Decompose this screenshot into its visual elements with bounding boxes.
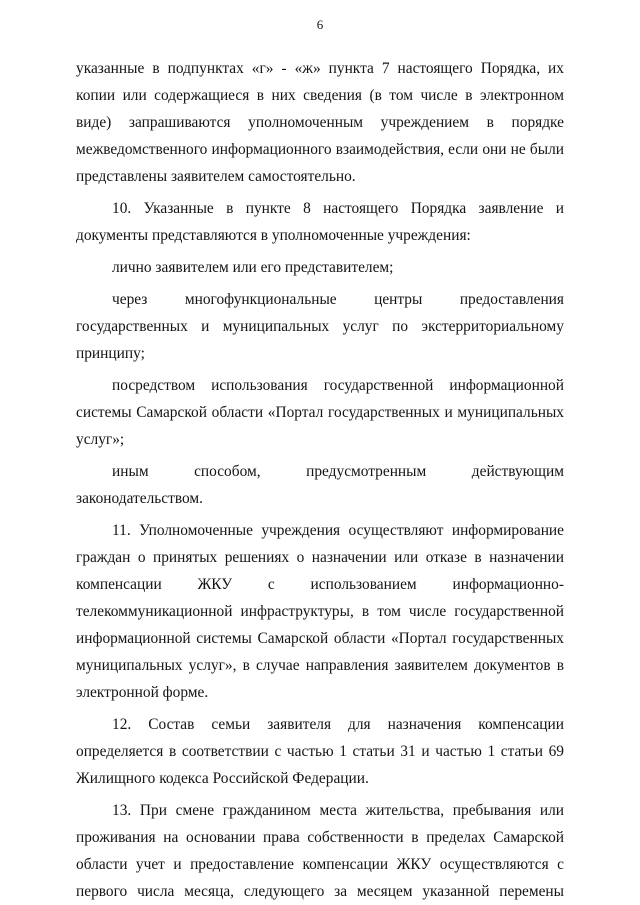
text-line: 10. Указанные в пункте 8 настоящего Порядка заявление и [112, 200, 564, 217]
text-line: граждан о принятых решениях о назначении или отказе в назначении [76, 549, 564, 566]
paragraph [76, 195, 564, 249]
text-line: муниципальных услуг», в случае направления заявителем документов в [76, 657, 564, 674]
text-line: 11. Уполномоченные учреждения осуществляют информирование [112, 522, 564, 539]
text-line: услуг»; [76, 431, 125, 448]
paragraph [76, 711, 564, 792]
text-line: лично заявителем или его представителем; [112, 259, 394, 276]
text-line: через многофункциональные центры предоставления [112, 291, 564, 308]
text-line: законодательством. [76, 490, 204, 507]
text-line: первого числа месяца, следующего за месяцем указанной перемены [76, 883, 564, 900]
text-line: копии или содержащиеся в них сведения (в том числе в электронном [76, 87, 564, 104]
text-line: представлены заявителем самостоятельно. [76, 168, 356, 185]
text-line: компенсации ЖКУ с использованием информационно- [76, 576, 564, 593]
paragraph [76, 286, 564, 367]
text-line: принципу; [76, 345, 145, 362]
text-line: информационной системы Самарской области «Портал государственных [76, 630, 564, 647]
text-line: государственных и муниципальных услуг по экстерриториальному [76, 318, 564, 335]
text-line: Жилищного кодекса Российской Федерации. [76, 770, 369, 787]
paragraph [76, 517, 564, 706]
text-line: иным способом, предусмотренным действующим [112, 463, 564, 480]
text-line: посредством использования государственной информационной [112, 377, 564, 394]
page-number: 6 [316, 17, 324, 32]
text-line: проживания на основании права собственности в пределах Самарской [76, 829, 564, 846]
text-line: системы Самарской области «Портал государственных и муниципальных [76, 404, 564, 421]
text-line: области учет и предоставление компенсации ЖКУ осуществляются с [76, 856, 564, 873]
document-body [76, 55, 564, 905]
text-line: указанные в подпунктах «г» - «ж» пункта 7 настоящего Порядка, их [76, 60, 564, 77]
paragraph [76, 458, 564, 512]
paragraph [76, 797, 564, 905]
text-line: электронной форме. [76, 684, 209, 701]
text-line: межведомственного информационного взаимодействия, если они не были [76, 141, 564, 158]
paragraph [76, 254, 564, 281]
text-line: 13. При смене гражданином места жительства, пребывания или [112, 802, 564, 819]
text-line: определяется в соответствии с частью 1 статьи 31 и частью 1 статьи 69 [76, 743, 564, 760]
text-line: 12. Состав семьи заявителя для назначения компенсации [112, 716, 564, 733]
paragraph [76, 372, 564, 453]
text-line: телекоммуникационной инфраструктуры, в том числе государственной [76, 603, 564, 620]
paragraph [76, 55, 564, 190]
text-line: виде) запрашиваются уполномоченным учреждением в порядке [76, 114, 564, 131]
text-line: документы представляются в уполномоченные учреждения: [76, 227, 471, 244]
